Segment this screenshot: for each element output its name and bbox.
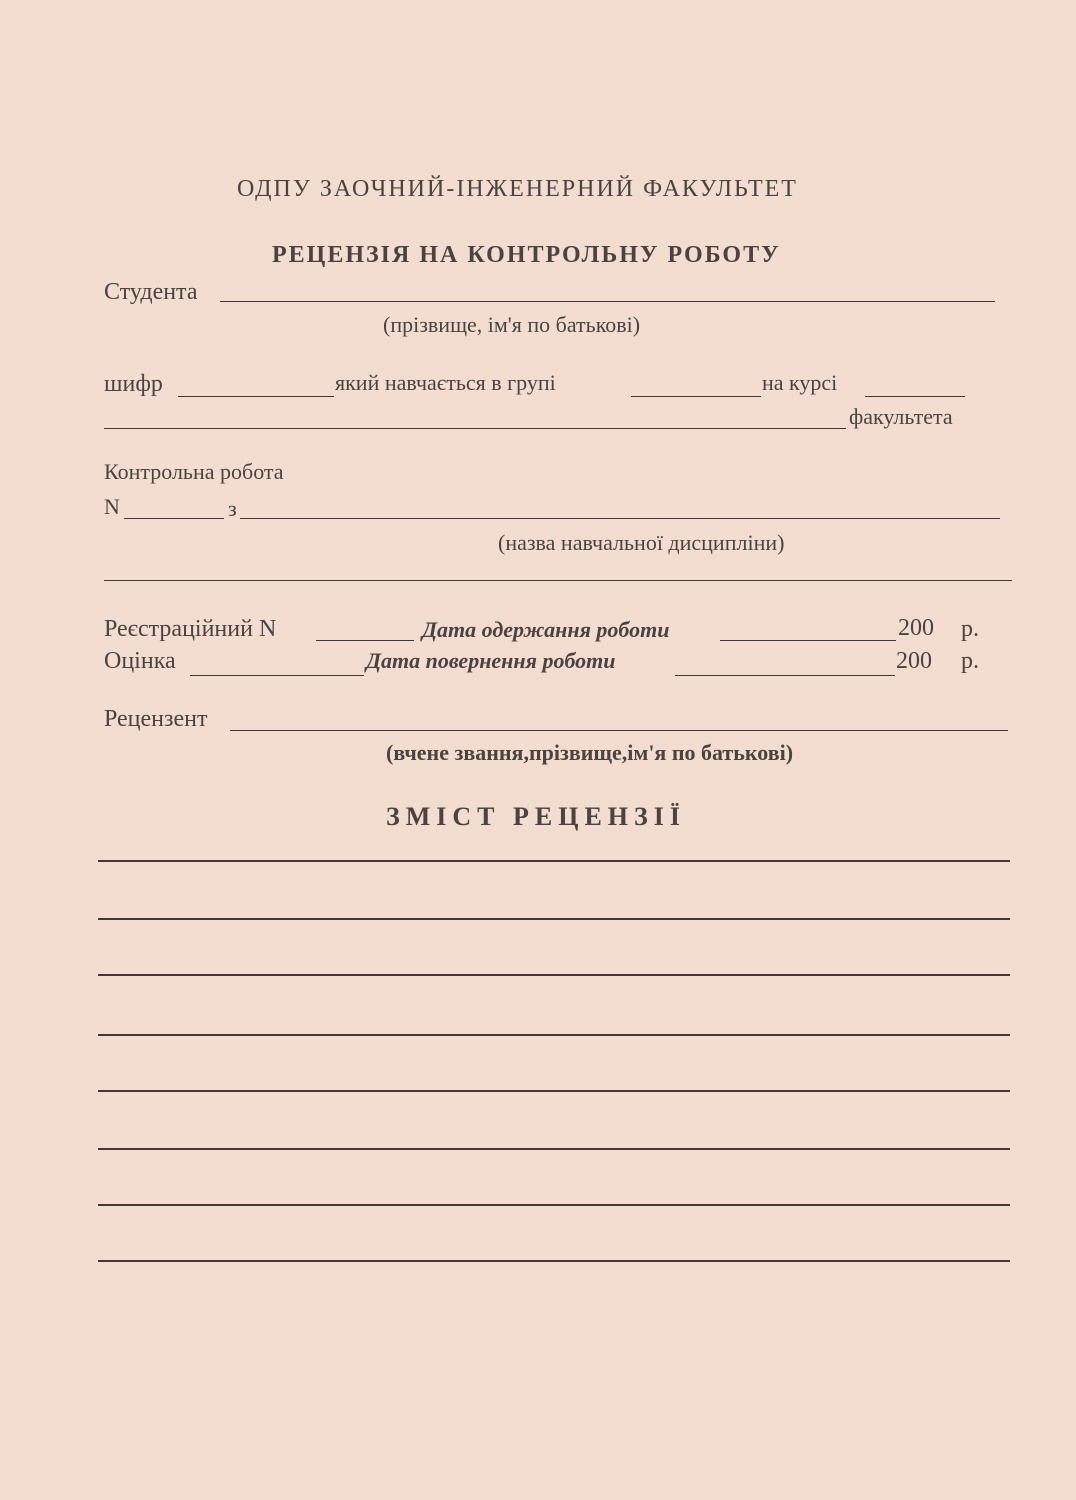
group-label: який навчається в групі (335, 370, 556, 395)
student-field[interactable] (220, 301, 995, 302)
reg-label: Реєстраційний N (104, 616, 277, 642)
reviewer-field[interactable] (230, 730, 1008, 731)
content-line[interactable] (98, 1090, 1010, 1092)
from-label: з (228, 496, 237, 521)
year-2: 200 (896, 648, 932, 674)
faculty-label: факультета (849, 404, 953, 429)
form-title: РЕЦЕНЗІЯ НА КОНТРОЛЬНУ РОБОТУ (272, 242, 781, 268)
returned-date-field[interactable] (675, 675, 895, 676)
course-field[interactable] (865, 396, 965, 397)
grade-field[interactable] (190, 675, 364, 676)
work-number-field[interactable] (124, 518, 224, 519)
reviewer-label: Рецензент (104, 706, 208, 732)
group-field[interactable] (631, 396, 761, 397)
content-line[interactable] (98, 1034, 1010, 1036)
year-1: 200 (898, 615, 934, 641)
content-heading: ЗМІСТ РЕЦЕНЗІЇ (386, 802, 686, 831)
reg-number-field[interactable] (316, 640, 414, 641)
year-suffix-1: р. (961, 616, 979, 642)
discipline-hint: (назва навчальної дисципліни) (498, 530, 785, 555)
content-line[interactable] (98, 1204, 1010, 1206)
student-hint: (прізвище, ім'я по батькові) (383, 312, 641, 337)
discipline-field-2[interactable] (104, 580, 1012, 581)
received-date-field[interactable] (720, 640, 896, 641)
content-line[interactable] (98, 974, 1010, 976)
year-suffix-2: р. (961, 648, 979, 674)
student-label: Студента (104, 279, 198, 305)
content-line[interactable] (98, 1148, 1010, 1150)
grade-label: Оцінка (104, 648, 176, 674)
reviewer-hint: (вчене звання,прізвище,ім'я по батькові) (386, 740, 794, 765)
cipher-label: шифр (104, 371, 163, 397)
number-label: N (104, 494, 120, 519)
content-line[interactable] (98, 860, 1010, 862)
received-label: Дата одержання роботи (422, 617, 670, 642)
content-line[interactable] (98, 1260, 1010, 1262)
cipher-field[interactable] (178, 396, 334, 397)
work-label: Контрольна робота (104, 459, 284, 484)
content-line[interactable] (98, 918, 1010, 920)
faculty-field[interactable] (104, 428, 846, 429)
faculty-header: ОДПУ ЗАОЧНИЙ-ІНЖЕНЕРНИЙ ФАКУЛЬТЕТ (237, 176, 798, 202)
returned-label: Дата повернення роботи (366, 648, 616, 673)
course-label: на курсі (762, 370, 838, 395)
discipline-field[interactable] (240, 518, 1000, 519)
